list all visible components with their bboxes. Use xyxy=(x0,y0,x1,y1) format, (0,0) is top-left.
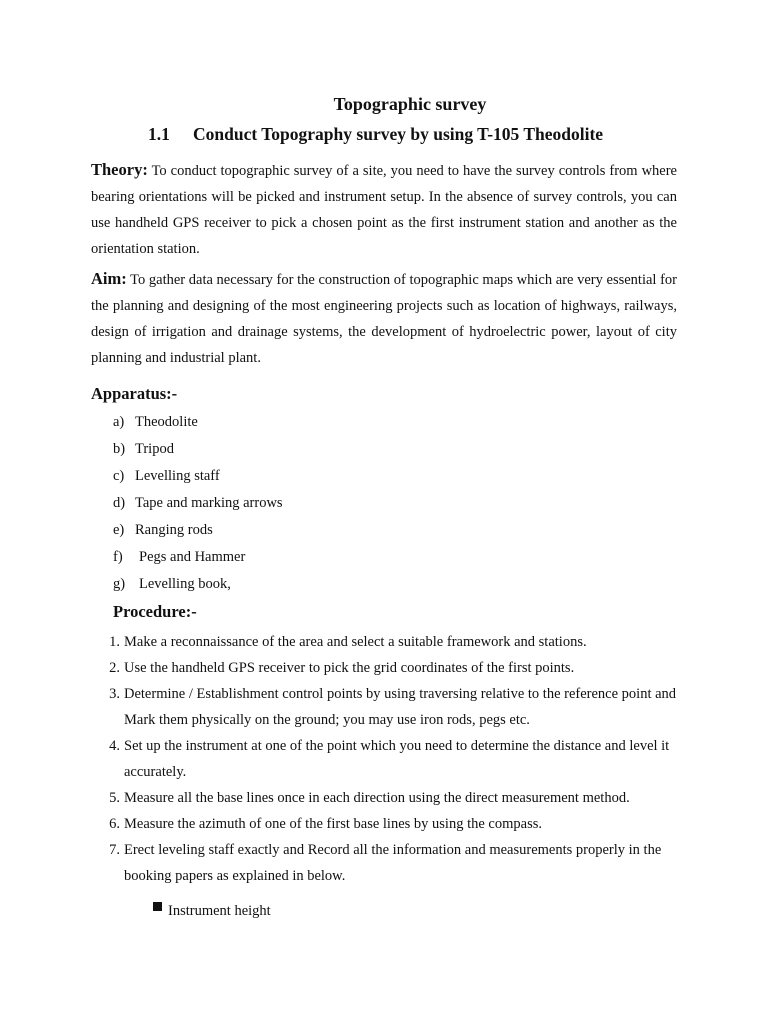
list-item xyxy=(113,544,283,571)
procedure-step xyxy=(90,837,684,889)
apparatus-list xyxy=(113,409,283,598)
list-item xyxy=(113,490,283,517)
procedure-step xyxy=(90,733,684,785)
list-item-text: Levelling book, xyxy=(139,576,231,592)
step-text: Measure the azimuth of one of the first base lines by using the compass. xyxy=(124,816,542,832)
theory-paragraph xyxy=(91,157,677,262)
list-item-text: Theodolite xyxy=(135,414,198,430)
list-item-text: Pegs and Hammer xyxy=(139,549,246,565)
list-marker: f) xyxy=(113,549,123,565)
theory-label: Theory: xyxy=(91,160,148,179)
procedure-list xyxy=(90,629,684,889)
list-item xyxy=(113,517,283,544)
aim-label: Aim: xyxy=(91,269,127,288)
sub-bullet-text: Instrument height xyxy=(168,903,271,919)
step-text: Set up the instrument at one of the point which you need to determine the distance and level it accurately. xyxy=(124,738,670,780)
list-item xyxy=(113,436,283,463)
step-text: Use the handheld GPS receiver to pick the grid coordinates of the first points. xyxy=(124,660,575,676)
step-number: 1. xyxy=(109,634,120,650)
aim-text: To gather data necessary for the construction of topographic maps which are very essential for the planning and designing of the most engineering projects such as location of highways, railways, design of irrigation and drainage systems, the development of hydroelectric power, layout of city planning and industrial plant. xyxy=(91,272,677,366)
step-text: Determine / Establishment control points by using traversing relative to the reference point and Mark them physically on the ground; you may use iron rods, pegs etc. xyxy=(124,686,677,728)
list-marker: d) xyxy=(113,495,126,511)
step-text: Measure all the base lines once in each direction using the direct measurement method. xyxy=(124,790,630,806)
list-item xyxy=(113,463,283,490)
section-title: Conduct Topography survey by using T-105 Theodolite xyxy=(193,124,604,144)
list-item xyxy=(113,409,283,436)
step-text: Erect leveling staff exactly and Record all the information and measurements properly in the booking papers as explained in below. xyxy=(124,842,662,884)
procedure-step xyxy=(90,655,684,681)
theory-text: To conduct topographic survey of a site, you need to have the survey controls from where bearing orientations will be picked and instrument setup. In the absence of survey controls, you can use handheld GPS receiver to pick a chosen point as the first instrument station and another as the orientation station. xyxy=(91,163,677,257)
list-item-text: Tape and marking arrows xyxy=(135,495,283,511)
list-item-text: Tripod xyxy=(135,441,174,457)
list-item xyxy=(113,571,283,598)
step-number: 4. xyxy=(109,738,120,754)
list-marker: g) xyxy=(113,576,126,592)
section-heading xyxy=(148,124,603,145)
page-title: Topographic survey xyxy=(333,94,487,114)
square-bullet-icon xyxy=(153,902,162,911)
sub-bullet-item xyxy=(153,898,271,924)
procedure-step xyxy=(90,681,684,733)
list-marker: a) xyxy=(113,414,125,430)
procedure-step xyxy=(90,629,684,655)
step-number: 3. xyxy=(109,686,120,702)
step-number: 5. xyxy=(109,790,120,806)
list-marker: b) xyxy=(113,441,126,457)
procedure-step xyxy=(90,785,684,811)
step-number: 2. xyxy=(109,660,120,676)
list-item-text: Ranging rods xyxy=(135,522,213,538)
step-number: 7. xyxy=(109,842,120,858)
step-number: 6. xyxy=(109,816,120,832)
section-number: 1.1 xyxy=(148,124,170,144)
apparatus-heading: Apparatus:- xyxy=(91,384,178,403)
procedure-heading: Procedure:- xyxy=(113,602,197,621)
procedure-step xyxy=(90,811,684,837)
list-marker: e) xyxy=(113,522,125,538)
list-marker: c) xyxy=(113,468,125,484)
list-item-text: Levelling staff xyxy=(135,468,220,484)
step-text: Make a reconnaissance of the area and select a suitable framework and stations. xyxy=(124,634,587,650)
aim-paragraph xyxy=(91,266,677,371)
